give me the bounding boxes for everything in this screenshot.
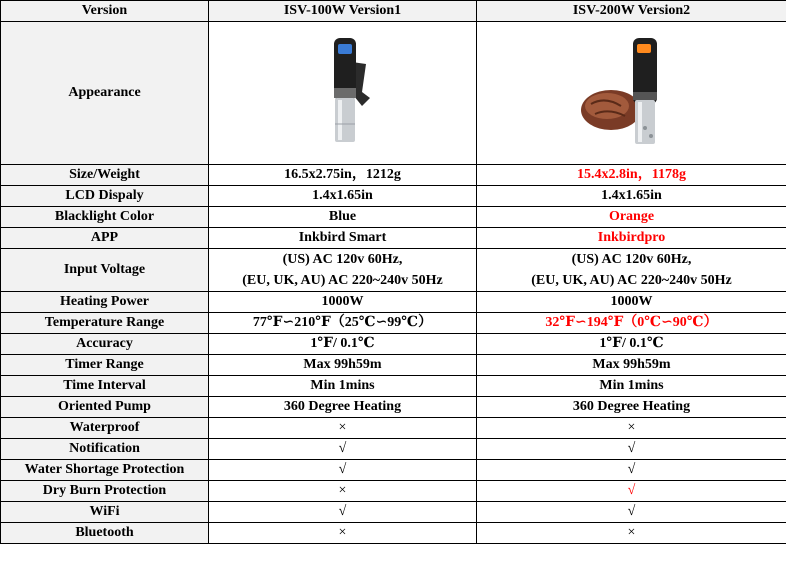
spec-value-v1-line1: (US) AC 120v 60Hz,: [282, 252, 403, 267]
spec-label: Water Shortage Protection: [1, 460, 209, 481]
spec-value-v1: 1℉/ 0.1℃: [209, 334, 477, 355]
spec-value-v2: Orange: [477, 207, 786, 228]
spec-value-v2: 1.4x1.65in: [477, 186, 786, 207]
spec-label: Time Interval: [1, 376, 209, 397]
header-v1: ISV-100W Version1: [209, 1, 477, 22]
appearance-v2: [477, 22, 786, 165]
spec-label: Waterproof: [1, 418, 209, 439]
spec-row-dry-burn-protection: [1, 481, 786, 502]
spec-row-time-interval: [1, 376, 786, 397]
spec-row-lcd-dispaly: [1, 186, 786, 207]
spec-value-v2: √: [477, 439, 786, 460]
spec-value-v1-line2: (EU, UK, AU) AC 220~240v 50Hz: [242, 273, 443, 288]
spec-value-v1: √: [209, 502, 477, 523]
spec-label: Input Voltage: [1, 249, 209, 292]
product-image-v1: [282, 32, 404, 154]
appearance-label: Appearance: [1, 22, 209, 165]
spec-value-v1: ×: [209, 481, 477, 502]
spec-row-wifi: [1, 502, 786, 523]
spec-value-v2: ×: [477, 418, 786, 439]
spec-value-v1: Inkbird Smart: [209, 228, 477, 249]
spec-row-oriented-pump: [1, 397, 786, 418]
spec-value-v1: ×: [209, 418, 477, 439]
spec-value-v2: 360 Degree Heating: [477, 397, 786, 418]
spec-label: Temperature Range: [1, 313, 209, 334]
spec-value-v1: [209, 249, 477, 292]
spec-label: Blacklight Color: [1, 207, 209, 228]
spec-row-notification: [1, 439, 786, 460]
spec-row-waterproof: [1, 418, 786, 439]
spec-label: Timer Range: [1, 355, 209, 376]
spec-value-v2-line2: (EU, UK, AU) AC 220~240v 50Hz: [531, 273, 732, 288]
header-v2: ISV-200W Version2: [477, 1, 786, 22]
spec-value-v2: √: [477, 502, 786, 523]
spec-label: Bluetooth: [1, 523, 209, 544]
appearance-v1: [209, 22, 477, 165]
spec-value-v2: 1000W: [477, 292, 786, 313]
spec-label: Dry Burn Protection: [1, 481, 209, 502]
header-version: Version: [1, 1, 209, 22]
spec-row-water-shortage-protection: [1, 460, 786, 481]
spec-value-v1: √: [209, 460, 477, 481]
spec-value-v1: ×: [209, 523, 477, 544]
spec-row-input-voltage: [1, 249, 786, 292]
spec-value-v2: Inkbirdpro: [477, 228, 786, 249]
spec-row-size-weight: [1, 165, 786, 186]
spec-value-v1: 1000W: [209, 292, 477, 313]
spec-value-v1: 77℉∽210℉（25℃∽99℃）: [209, 313, 477, 334]
spec-value-v2: 1℉/ 0.1℃: [477, 334, 786, 355]
spec-label: WiFi: [1, 502, 209, 523]
spec-label: Size/Weight: [1, 165, 209, 186]
spec-value-v2-line1: (US) AC 120v 60Hz,: [571, 252, 692, 267]
spec-value-v1: Min 1mins: [209, 376, 477, 397]
spec-value-v2: Max 99h59m: [477, 355, 786, 376]
spec-value-v2: √: [477, 481, 786, 502]
spec-value-v2: [477, 249, 786, 292]
spec-row-timer-range: [1, 355, 786, 376]
spec-rows: [1, 165, 786, 544]
spec-value-v2: √: [477, 460, 786, 481]
product-image-v2: [571, 32, 693, 154]
spec-value-v2: ×: [477, 523, 786, 544]
spec-row-accuracy: [1, 334, 786, 355]
spec-label: Accuracy: [1, 334, 209, 355]
spec-label: LCD Dispaly: [1, 186, 209, 207]
spec-label: Heating Power: [1, 292, 209, 313]
spec-value-v1: Blue: [209, 207, 477, 228]
spec-row-temperature-range: [1, 313, 786, 334]
spec-label: Notification: [1, 439, 209, 460]
spec-row-bluetooth: [1, 523, 786, 544]
spec-value-v2: 15.4x2.8in，1178g: [477, 165, 786, 186]
spec-value-v1: Max 99h59m: [209, 355, 477, 376]
spec-value-v1: 1.4x1.65in: [209, 186, 477, 207]
spec-label: APP: [1, 228, 209, 249]
header-row: [1, 1, 786, 22]
spec-value-v1: √: [209, 439, 477, 460]
spec-value-v2: 32℉∽194℉（0℃∽90℃）: [477, 313, 786, 334]
appearance-row: [1, 22, 786, 165]
spec-label: Oriented Pump: [1, 397, 209, 418]
spec-value-v1: 16.5x2.75in，1212g: [209, 165, 477, 186]
spec-row-app: [1, 228, 786, 249]
spec-row-blacklight-color: [1, 207, 786, 228]
spec-row-heating-power: [1, 292, 786, 313]
spec-value-v1: 360 Degree Heating: [209, 397, 477, 418]
spec-value-v2: Min 1mins: [477, 376, 786, 397]
